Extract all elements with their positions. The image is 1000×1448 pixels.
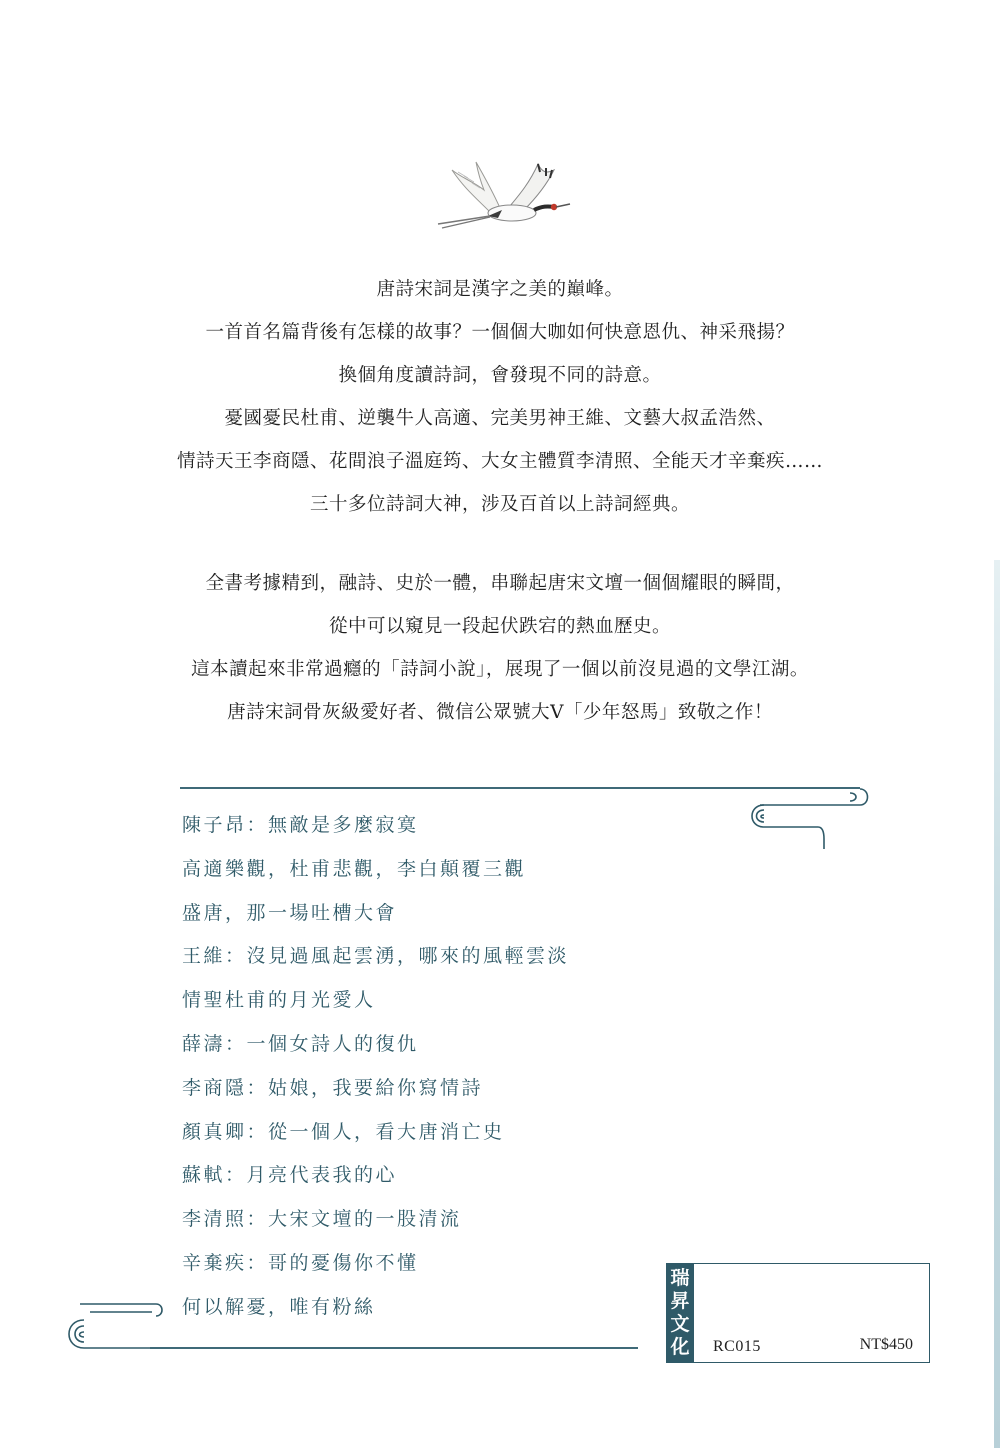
publisher-char: 化 <box>670 1336 690 1358</box>
blurb-line: 憂國憂民杜甫、逆襲牛人高適、完美男神王維、文藝大叔孟浩然、 <box>224 408 776 429</box>
blurb-line: 換個角度讀詩詞，會發現不同的詩意。 <box>338 365 662 386</box>
paragraph-gap <box>0 526 1000 562</box>
blurb-line: 全書考據精到，融詩、史於一體，串聯起唐宋文壇一個個耀眼的瞬間， <box>205 573 795 594</box>
blurb-line: 情詩天王李商隱、花間浪子溫庭筠、大女主體質李清照、全能天才辛棄疾…… <box>176 451 823 472</box>
list-item: 辛棄疾：哥的憂傷你不懂 <box>182 1251 419 1274</box>
blurb-line: 從中可以窺見一段起伏跌宕的熱血歷史。 <box>328 616 671 637</box>
list-item: 高適樂觀，杜甫悲觀，李白顛覆三觀 <box>182 857 527 880</box>
publisher-char: 昇 <box>670 1290 690 1312</box>
blurb-line: 這本讀起來非常過癮的「詩詞小說」，展現了一個以前沒見過的文學江湖。 <box>191 659 809 680</box>
list-item: 李商隱：姑娘，我要給你寫情詩 <box>182 1076 484 1099</box>
contents-bottom-rule <box>150 1347 638 1349</box>
blurb-line: 唐詩宋詞是漢字之美的巔峰。 <box>376 279 624 300</box>
price-label: NT$450 <box>859 1336 913 1353</box>
list-item: 王維：沒見過風起雲湧，哪來的風輕雲淡 <box>182 945 570 968</box>
publisher-box <box>666 1263 930 1363</box>
blurb-text <box>0 268 1000 734</box>
list-item: 情聖杜甫的月光愛人 <box>182 989 376 1012</box>
cloud-swirl-icon <box>730 783 870 853</box>
list-item: 何以解憂，唯有粉絲 <box>182 1295 376 1318</box>
blurb-line: 三十多位詩詞大神，涉及百首以上詩詞經典。 <box>309 494 690 515</box>
list-item: 蘇軾：月亮代表我的心 <box>182 1164 398 1187</box>
blurb-line: 唐詩宋詞骨灰級愛好者、微信公眾號大V「少年怒馬」致敬之作！ <box>227 702 773 723</box>
publisher-char: 文 <box>670 1313 690 1335</box>
product-code: RC015 <box>713 1338 761 1355</box>
publisher-char: 瑞 <box>670 1267 690 1289</box>
list-item: 陳子昂：無敵是多麼寂寞 <box>182 814 419 836</box>
list-item: 李清照：大宋文壇的一股清流 <box>182 1208 462 1231</box>
publisher-logo <box>666 1263 694 1363</box>
cloud-swirl-icon <box>60 1298 170 1350</box>
crane-illustration <box>428 150 578 235</box>
table-of-contents <box>182 805 569 1331</box>
list-item: 薛濤：一個女詩人的復仇 <box>182 1032 419 1055</box>
blurb-line: 一首首名篇背後有怎樣的故事？一個個大咖如何快意恩仇、神采飛揚？ <box>205 322 795 343</box>
list-item: 顏真卿：從一個人，看大唐消亡史 <box>182 1120 505 1143</box>
list-item: 盛唐，那一場吐槽大會 <box>182 901 398 924</box>
